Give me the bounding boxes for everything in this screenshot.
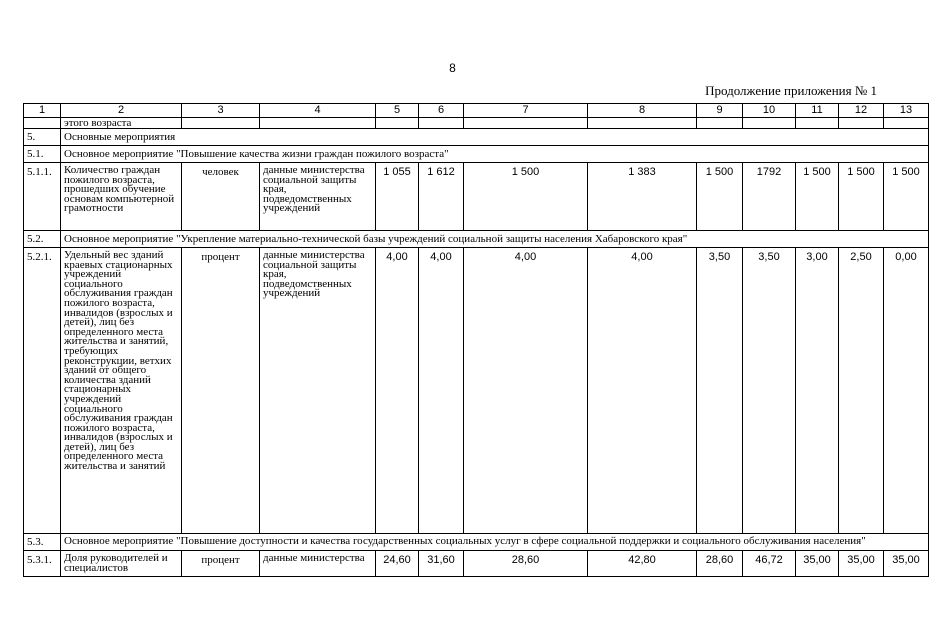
value-cell: 28,60 (464, 551, 588, 577)
unit: процент (182, 551, 260, 577)
section-row (24, 534, 929, 551)
section-title: Основное мероприятие "Повышение доступности и качества государственных социальных услуг в сфере социальной поддержки и социального обслуживания населения" (61, 534, 929, 551)
value-cell: 1 055 (376, 163, 419, 231)
value-cell: 3,00 (796, 248, 839, 534)
indicators-table (23, 103, 929, 577)
col-header: 10 (743, 104, 796, 118)
value-cell: 1 500 (884, 163, 929, 231)
value-cell: 35,00 (884, 551, 929, 577)
unit: процент (182, 248, 260, 534)
row-code: 5.3. (24, 534, 61, 551)
header-row (24, 104, 929, 118)
section-title: Основное мероприятие "Повышение качества жизни граждан пожилого возраста" (61, 146, 929, 163)
row-code: 5.3.1. (24, 551, 61, 577)
col-header: 13 (884, 104, 929, 118)
table-row (24, 551, 929, 577)
indicator-name: Доля руководителей и специалистов (61, 551, 182, 577)
page-number: 8 (449, 61, 456, 75)
data-source: данные министерства социальной защиты края, подведомственных учреждений (260, 248, 376, 534)
value-cell: 4,00 (464, 248, 588, 534)
col-header: 6 (419, 104, 464, 118)
col-header: 12 (839, 104, 884, 118)
value-cell: 0,00 (884, 248, 929, 534)
row-code: 5.2. (24, 231, 61, 248)
col-header: 7 (464, 104, 588, 118)
value-cell: 1 500 (697, 163, 743, 231)
value-cell: 1 500 (839, 163, 884, 231)
value-cell: 28,60 (697, 551, 743, 577)
value-cell: 46,72 (743, 551, 796, 577)
value-cell: 35,00 (796, 551, 839, 577)
value-cell: 1 612 (419, 163, 464, 231)
value-cell: 3,50 (697, 248, 743, 534)
row-code: 5.2.1. (24, 248, 61, 534)
table-row (24, 163, 929, 231)
data-source: данные министерства (260, 551, 376, 577)
appendix-title: Продолжение приложения № 1 (705, 83, 877, 98)
value-cell: 24,60 (376, 551, 419, 577)
value-cell: 2,50 (839, 248, 884, 534)
value-cell: 35,00 (839, 551, 884, 577)
continuation-row (24, 118, 929, 129)
col-header: 4 (260, 104, 376, 118)
value-cell: 31,60 (419, 551, 464, 577)
value-cell: 1792 (743, 163, 796, 231)
col-header: 2 (61, 104, 182, 118)
col-header: 11 (796, 104, 839, 118)
value-cell: 42,80 (588, 551, 697, 577)
unit: человек (182, 163, 260, 231)
section-row (24, 231, 929, 248)
col-header: 5 (376, 104, 419, 118)
row-code: 5.1.1. (24, 163, 61, 231)
value-cell: 1 500 (464, 163, 588, 231)
col-header: 1 (24, 104, 61, 118)
col-header: 8 (588, 104, 697, 118)
section-row (24, 146, 929, 163)
value-cell: 3,50 (743, 248, 796, 534)
value-cell: 4,00 (376, 248, 419, 534)
value-cell: 1 500 (796, 163, 839, 231)
value-cell: 1 383 (588, 163, 697, 231)
continuation-text: этого возраста (61, 118, 182, 129)
value-cell: 4,00 (588, 248, 697, 534)
col-header: 3 (182, 104, 260, 118)
section-row (24, 129, 929, 146)
table-row (24, 248, 929, 534)
section-title: Основное мероприятие "Укрепление материально-технической базы учреждений социальной защиты населения Хабаровского края" (61, 231, 929, 248)
row-code: 5.1. (24, 146, 61, 163)
row-code: 5. (24, 129, 61, 146)
section-title: Основные мероприятия (61, 129, 929, 146)
data-source: данные министерства социальной защиты края, подведомственных учреждений (260, 163, 376, 231)
value-cell: 4,00 (419, 248, 464, 534)
col-header: 9 (697, 104, 743, 118)
indicator-name: Количество граждан пожилого возраста, прошедших обучение основам компьютерной грамотности (61, 163, 182, 231)
indicator-name: Удельный вес зданий краевых стационарных учреждений социального обслуживания граждан пожилого возраста, инвалидов (взрослых и детей), лиц без определенного места жительства и занятий, требующих реконструкции, ветхих зданий от общего количества зданий стационарных учреждений социального обслуживания граждан пожилого возраста, инвалидов (взрослых и детей), лиц без определенного места жительства и занятий (61, 248, 182, 534)
